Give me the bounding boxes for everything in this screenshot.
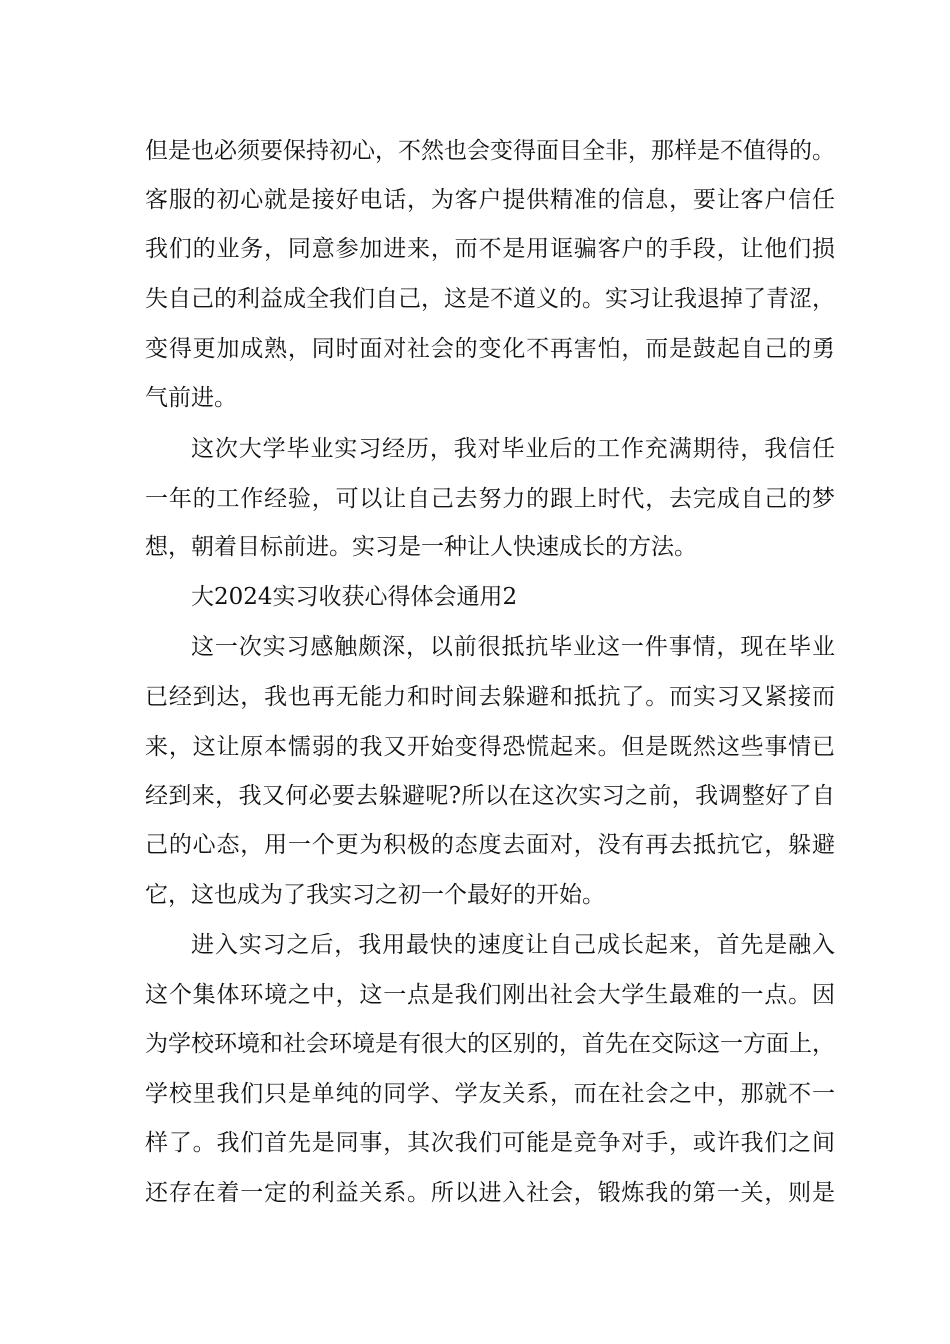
text-line: 还存在着一定的利益关系。所以进入社会，锻炼我的第一关，则是 (145, 1180, 835, 1206)
text-line: 变得更加成熟，同时面对社会的变化不再害怕，而是鼓起自己的勇 (145, 336, 835, 362)
text-line: 学校里我们只是单纯的同学、学友关系，而在社会之中，那就不一 (145, 1081, 835, 1107)
text-line: 气前进。 (145, 385, 237, 411)
text-line: 样了。我们首先是同事，其次我们可能是竞争对手，或许我们之间 (145, 1130, 835, 1156)
text-line: 己的心态，用一个更为积极的态度去面对，没有再去抵抗它，躲避 (145, 832, 835, 858)
text-line: 这一次实习感触颇深，以前很抵抗毕业这一件事情，现在毕业 (191, 634, 835, 660)
text-line: 它，这也成为了我实习之初一个最好的开始。 (145, 882, 605, 908)
section-heading-text: 大2024实习收获心得体会通用2 (191, 584, 518, 610)
text-line: 这次大学毕业实习经历，我对毕业后的工作充满期待，我信任 (191, 436, 835, 462)
text-line: 进入实习之后，我用最快的速度让自己成长起来，首先是融入 (191, 932, 835, 958)
text-line: 失自己的利益成全我们自己，这是不道义的。实习让我退掉了青涩， (145, 286, 835, 312)
text-line: 客服的初心就是接好电话，为客户提供精准的信息，要让客户信任 (145, 187, 835, 213)
text-line: 想，朝着目标前进。实习是一种让人快速成长的方法。 (145, 534, 697, 560)
text-line: 已经到达，我也再无能力和时间去躲避和抵抗了。而实习又紧接而 (145, 684, 835, 710)
text-line: 一年的工作经验，可以让自己去努力的跟上时代，去完成自己的梦 (145, 486, 835, 512)
text-line: 为学校环境和社会环境是有很大的区别的，首先在交际这一方面上， (145, 1031, 835, 1057)
text-line: 来，这让原本懦弱的我又开始变得恐慌起来。但是既然这些事情已 (145, 734, 835, 760)
text-line: 经到来，我又何必要去躲避呢?所以在这次实习之前，我调整好了自 (145, 783, 835, 809)
text-line: 但是也必须要保持初心，不然也会变得面目全非，那样是不值得的。 (145, 138, 835, 164)
text-line: 我们的业务，同意参加进来，而不是用诓骗客户的手段，让他们损 (145, 236, 835, 262)
text-line: 这个集体环境之中，这一点是我们刚出社会大学生最难的一点。因 (145, 982, 835, 1008)
